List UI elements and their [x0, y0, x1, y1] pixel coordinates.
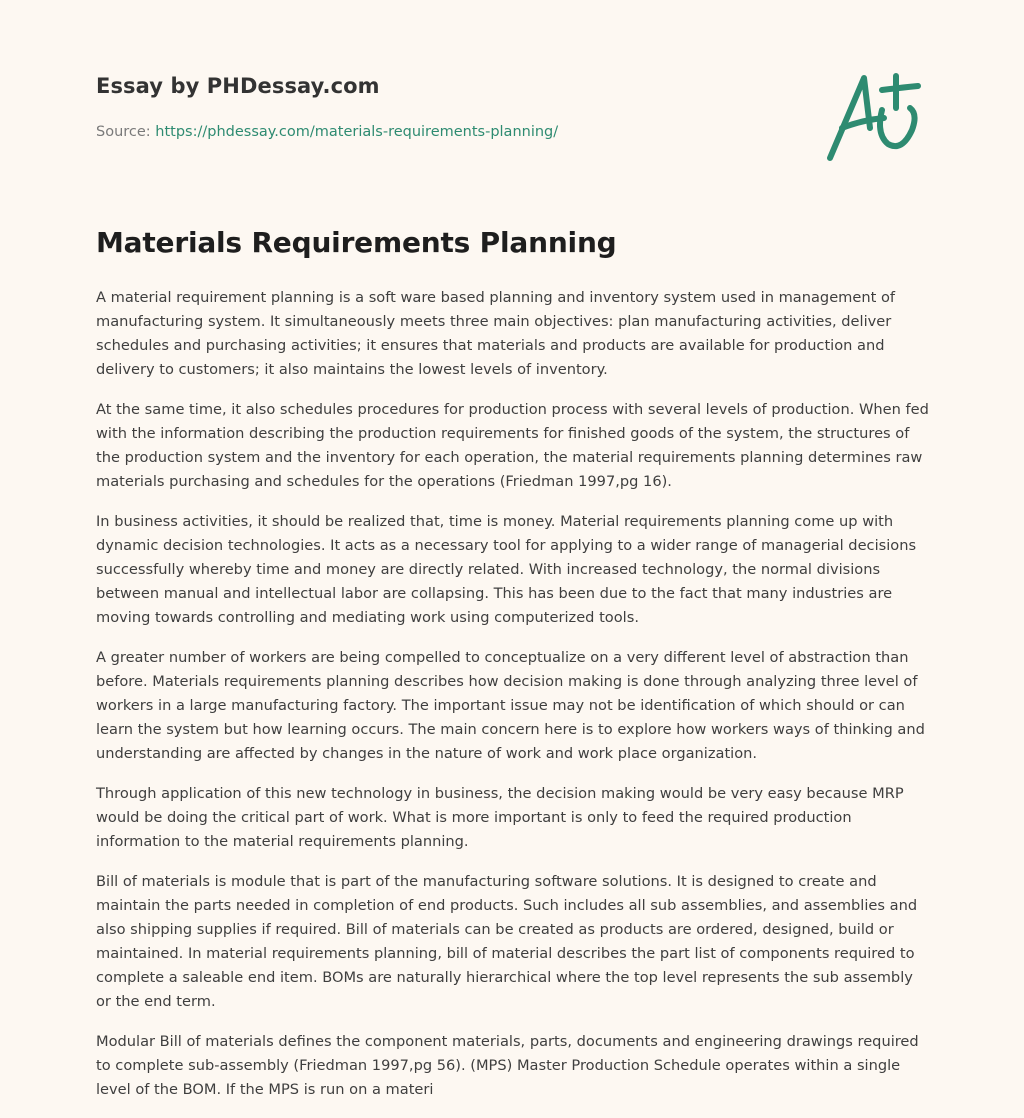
paragraph: Modular Bill of materials defines the component materials, parts, documents and engineering drawings required to complete sub-assembly (Friedman 1997,pg 56). (MPS) Master Production Schedule operates within a single level of the BOM. If the MPS is run on a materi — [96, 1033, 919, 1098]
paragraph: In business activities, it should be realized that, time is money. Material requirements planning come up with dynamic decision technologies. It acts as a necessary tool for applying to a wider range of managerial decisions successfully whereby time and money are directly related. With increased technology, the normal divisions between manual and intellectual labor are collapsing. This has been due to the fact that many industries are moving towards controlling and mediating work using computerized tools. — [96, 513, 917, 626]
paragraph: A material requirement planning is a soft ware based planning and inventory system used in management of manufacturing system. It simultaneously meets three main objectives: plan manufacturing activities, deliver schedules and purchasing activities; it ensures that materials and products are available for production and delivery to customers; it also maintains the lowest levels of inventory. — [96, 289, 896, 378]
site-brand: Essay by PHDessay.com — [96, 74, 380, 98]
paragraph: Through application of this new technology in business, the decision making would be very easy because MRP would be doing the critical part of work. What is more important is only to feed the required production information to the material requirements planning. — [96, 785, 904, 850]
source-link[interactable]: https://phdessay.com/materials-requirements-planning/ — [155, 124, 559, 140]
paragraph: At the same time, it also schedules procedures for production process with several levels of production. When fed with the information describing the production requirements for finished goods of the system, the structures of the production system and the inventory for each operation, the material requirements planning determines raw materials purchasing and schedules for the operations (Friedman 1997,pg 16). — [96, 401, 929, 490]
essay-title: Materials Requirements Planning — [96, 226, 617, 259]
paragraph: Bill of materials is module that is part of the manufacturing software solutions. It is designed to create and maintain the parts needed in completion of end products. Such includes all sub assemblies, and assemblies and also shipping supplies if required. Bill of materials can be created as products are ordered, designed, build or maintained. In material requirements planning, bill of material describes the part list of components required to complete a saleable end item. BOMs are naturally hierarchical where the top level represents the sub assembly or the end term. — [96, 873, 918, 1010]
paragraph: A greater number of workers are being compelled to conceptualize on a very different level of abstraction than before. Materials requirements planning describes how decision making is done through analyzing three level of workers in a large manufacturing factory. The important issue may not be identification of which should or can learn the system but how learning occurs. The main concern here is to explore how workers ways of thinking and understanding are affected by changes in the nature of work and work place organization. — [96, 649, 925, 762]
source-line — [96, 124, 558, 140]
source-label: Source: — [96, 124, 151, 140]
essay-body — [96, 286, 931, 1118]
a-plus-logo-icon — [818, 68, 928, 164]
